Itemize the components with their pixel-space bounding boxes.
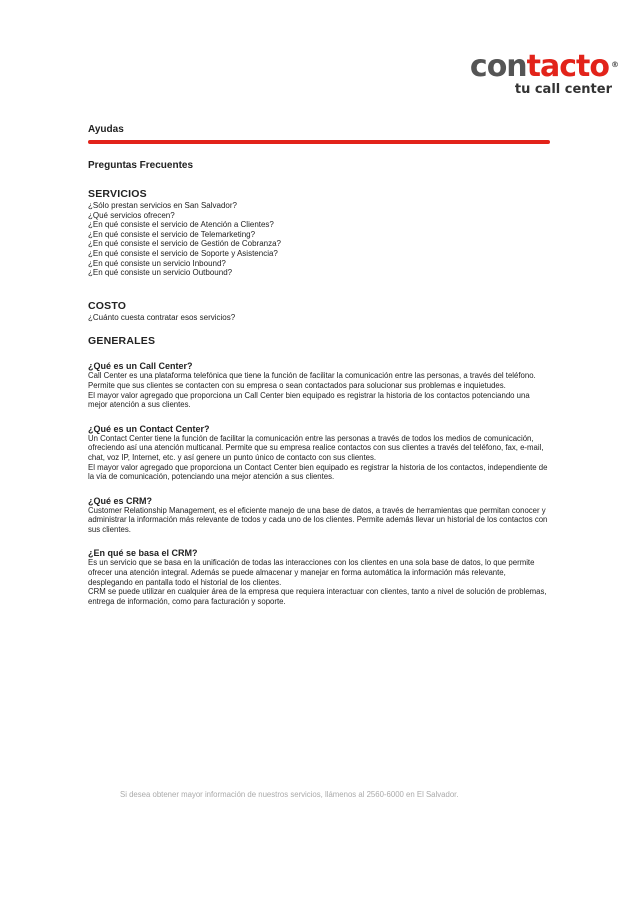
logo-part-tacto: tacto <box>526 49 609 84</box>
faq-link[interactable]: ¿Sólo prestan servicios en San Salvador? <box>88 201 237 210</box>
faq-link[interactable]: ¿En qué consiste el servicio de Gestión de Cobranza? <box>88 239 281 249</box>
article-body <box>88 371 550 409</box>
article-paragraph: CRM se puede utilizar en cualquier área de la empresa que requiera interactuar con clientes, tanto a nivel de solución de problemas, entrega de información, como para facturación y soporte. <box>88 587 547 606</box>
article-title: ¿Qué es un Contact Center? <box>88 423 210 434</box>
article-paragraph: Un Contact Center tiene la función de facilitar la comunicación entre las personas a través de todos los medios de comunicación, ofreciendo así una atención multicanal. Permite que su empresa realice contactos con sus clientes a través del teléfono, fax, e-mail, chat, voz IP, Internet, etc. y así genere un punto único de contacto con sus clientes. <box>88 433 544 462</box>
article-paragraph: Customer Relationship Management, es el eficiente manejo de una base de datos, a través de herramientas que permitan conocer y administrar la información más relevante de todos y cada uno de los clientes. Permite además llevar un historial de los contactos con sus clientes. <box>88 505 548 534</box>
faq-link[interactable]: ¿Cuánto cuesta contratar esos servicios? <box>88 312 236 322</box>
article-body <box>88 506 550 535</box>
faq-link[interactable]: ¿En qué consiste el servicio de Telemarketing? <box>88 229 256 239</box>
page-title: Preguntas Frecuentes <box>88 160 194 171</box>
article-title: ¿Qué es un Call Center? <box>88 361 193 372</box>
section-ayudas-label: Ayudas <box>88 124 124 135</box>
faq-link[interactable]: ¿En qué consiste un servicio Inbound? <box>88 258 226 268</box>
faq-link[interactable]: ¿En qué consiste el servicio de Atención a Clientes? <box>88 220 274 230</box>
servicios-heading: SERVICIOS <box>88 188 147 200</box>
servicios-section <box>88 188 550 278</box>
logo-part-con: con <box>469 49 527 84</box>
article-title: ¿Qué es CRM? <box>88 495 153 506</box>
article-crm-basis <box>88 548 550 606</box>
costo-heading: COSTO <box>88 299 127 312</box>
footer-contact-note: Si desea obtener mayor información de nuestros servicios, llámenos al 2560-6000 en El Salvador. <box>120 790 459 799</box>
logo-tagline: tu call center <box>514 82 612 97</box>
costo-question-list <box>88 313 550 323</box>
registered-mark: ® <box>611 60 618 69</box>
article-crm <box>88 496 550 535</box>
article-paragraph: Es un servicio que se basa en la unificación de todas las interacciones con los clientes en una sola base de datos, lo que permite ofrecer una atención integral. Además se puede almacenar y manejar en forma automática la información más relevante, desplegando en pantalla todo el historial de los clientes. <box>88 558 535 587</box>
faq-link[interactable]: ¿En qué consiste el servicio de Soporte y Asistencia? <box>88 248 278 258</box>
article-contact-center <box>88 424 550 482</box>
article-body <box>88 434 550 482</box>
red-divider <box>88 140 550 144</box>
article-body <box>88 558 550 606</box>
contacto-logo[interactable] <box>446 49 618 97</box>
faq-link[interactable]: ¿Qué servicios ofrecen? <box>88 210 175 220</box>
article-title: ¿En qué se basa el CRM? <box>88 548 198 559</box>
article-paragraph: El mayor valor agregado que proporciona un Contact Center bien equipado es registrar la historia de los contactos, independiente de la vía de comunicación, potenciando una mejor atención a sus clientes. <box>88 462 548 482</box>
costo-section <box>88 300 550 323</box>
faq-link[interactable]: ¿En qué consiste un servicio Outbound? <box>88 268 233 278</box>
servicios-question-list <box>88 201 550 278</box>
main-content <box>88 124 550 606</box>
generales-section <box>88 335 550 606</box>
article-call-center <box>88 361 550 409</box>
article-paragraph: Call Center es una plataforma telefónica que tiene la función de facilitar la comunicación entre las personas, a través del teléfono. Permite que sus clientes se contacten con su empresa o sean contactados para solucionar sus problemas e inquietudes. <box>88 371 536 390</box>
article-paragraph: El mayor valor agregado que proporciona un Call Center bien equipado es registrar la historia de los contactos potenciando una mejor atención a sus clientes. <box>88 390 530 410</box>
logo-wordmark <box>446 49 618 84</box>
generales-heading: GENERALES <box>88 335 156 348</box>
